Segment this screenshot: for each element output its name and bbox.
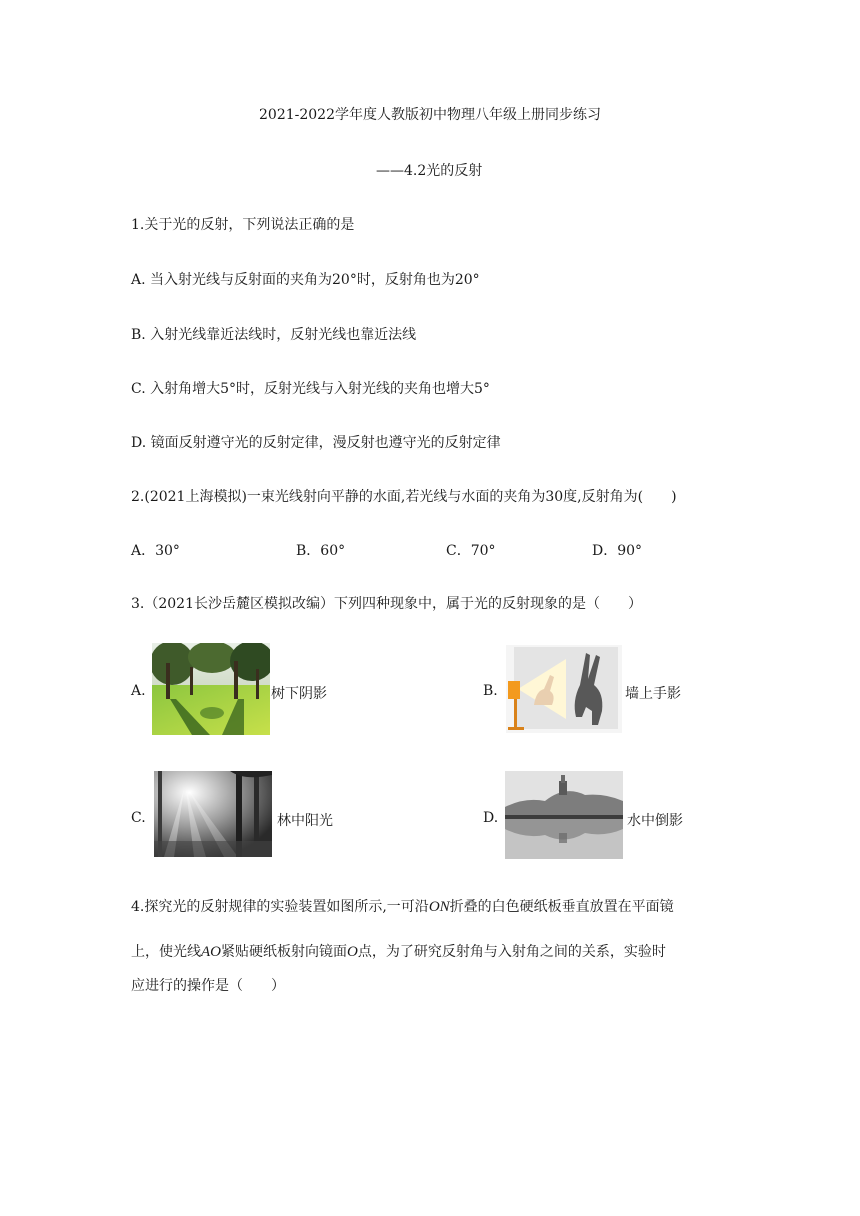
question-2-stem: 2.(2021上海模拟)一束光线射向平静的水面,若光线与水面的夹角为30度,反射角为( ) — [131, 489, 677, 505]
question-3-option-d-caption: 水中倒影 — [627, 813, 683, 829]
question-2-option-c: C．70° — [446, 543, 496, 559]
question-1-option-a: A. 当入射光线与反射面的夹角为20°时，反射角也为20° — [131, 272, 480, 288]
question-1-option-c: C. 入射角增大5°时，反射光线与入射光线的夹角也增大5° — [131, 381, 490, 397]
question-3-option-c-caption: 林中阳光 — [277, 813, 333, 829]
question-4-text: 折叠的白色硬纸板垂直放置在平面镜 — [449, 899, 674, 915]
question-4-text: 点，为了研究反射角与入射角之间的关系，实验时 — [357, 944, 666, 960]
forest-sunlight-photo-icon — [154, 771, 272, 857]
question-1-option-d: D. 镜面反射遵守光的反射定律，漫反射也遵守光的反射定律 — [131, 435, 501, 451]
water-reflection-photo-icon — [505, 771, 623, 859]
question-4-text: 紧贴硬纸板射向镜面 — [221, 944, 347, 960]
question-1-stem: 1.关于光的反射，下列说法正确的是 — [131, 217, 355, 233]
label-on: ON — [428, 899, 450, 915]
label-o: O — [347, 944, 358, 960]
question-4-line-1 — [131, 896, 674, 916]
question-3-option-c-letter: C. — [131, 810, 146, 826]
question-4-line-2 — [131, 941, 666, 961]
page-subtitle: ——4.2光的反射 — [376, 163, 483, 179]
page-title: 2021-2022学年度人教版初中物理八年级上册同步练习 — [259, 107, 601, 123]
question-2-option-a: A．30° — [131, 543, 180, 559]
question-2-option-d: D．90° — [592, 543, 643, 559]
label-ao: AO — [201, 944, 221, 960]
question-3-option-b-letter: B. — [483, 683, 498, 699]
question-4-line-3: 应进行的操作是（ ） — [131, 978, 285, 994]
question-4-text: 上，使光线 — [131, 944, 201, 960]
question-1-option-b: B. 入射光线靠近法线时，反射光线也靠近法线 — [131, 327, 417, 343]
question-3-option-d-letter: D. — [483, 810, 499, 826]
hand-shadow-illustration-icon — [506, 645, 622, 733]
question-3-option-a-letter: A. — [131, 683, 146, 699]
question-3-option-b-caption: 墙上手影 — [625, 686, 681, 702]
question-2-option-b: B．60° — [296, 543, 346, 559]
question-3-stem: 3.（2021长沙岳麓区模拟改编）下列四种现象中，属于光的反射现象的是（ ） — [131, 596, 642, 612]
question-4-text: 4.探究光的反射规律的实验装置如图所示,一可沿 — [131, 899, 429, 915]
question-3-option-a-caption: 树下阴影 — [271, 686, 327, 702]
tree-shadow-photo-icon — [152, 643, 270, 735]
